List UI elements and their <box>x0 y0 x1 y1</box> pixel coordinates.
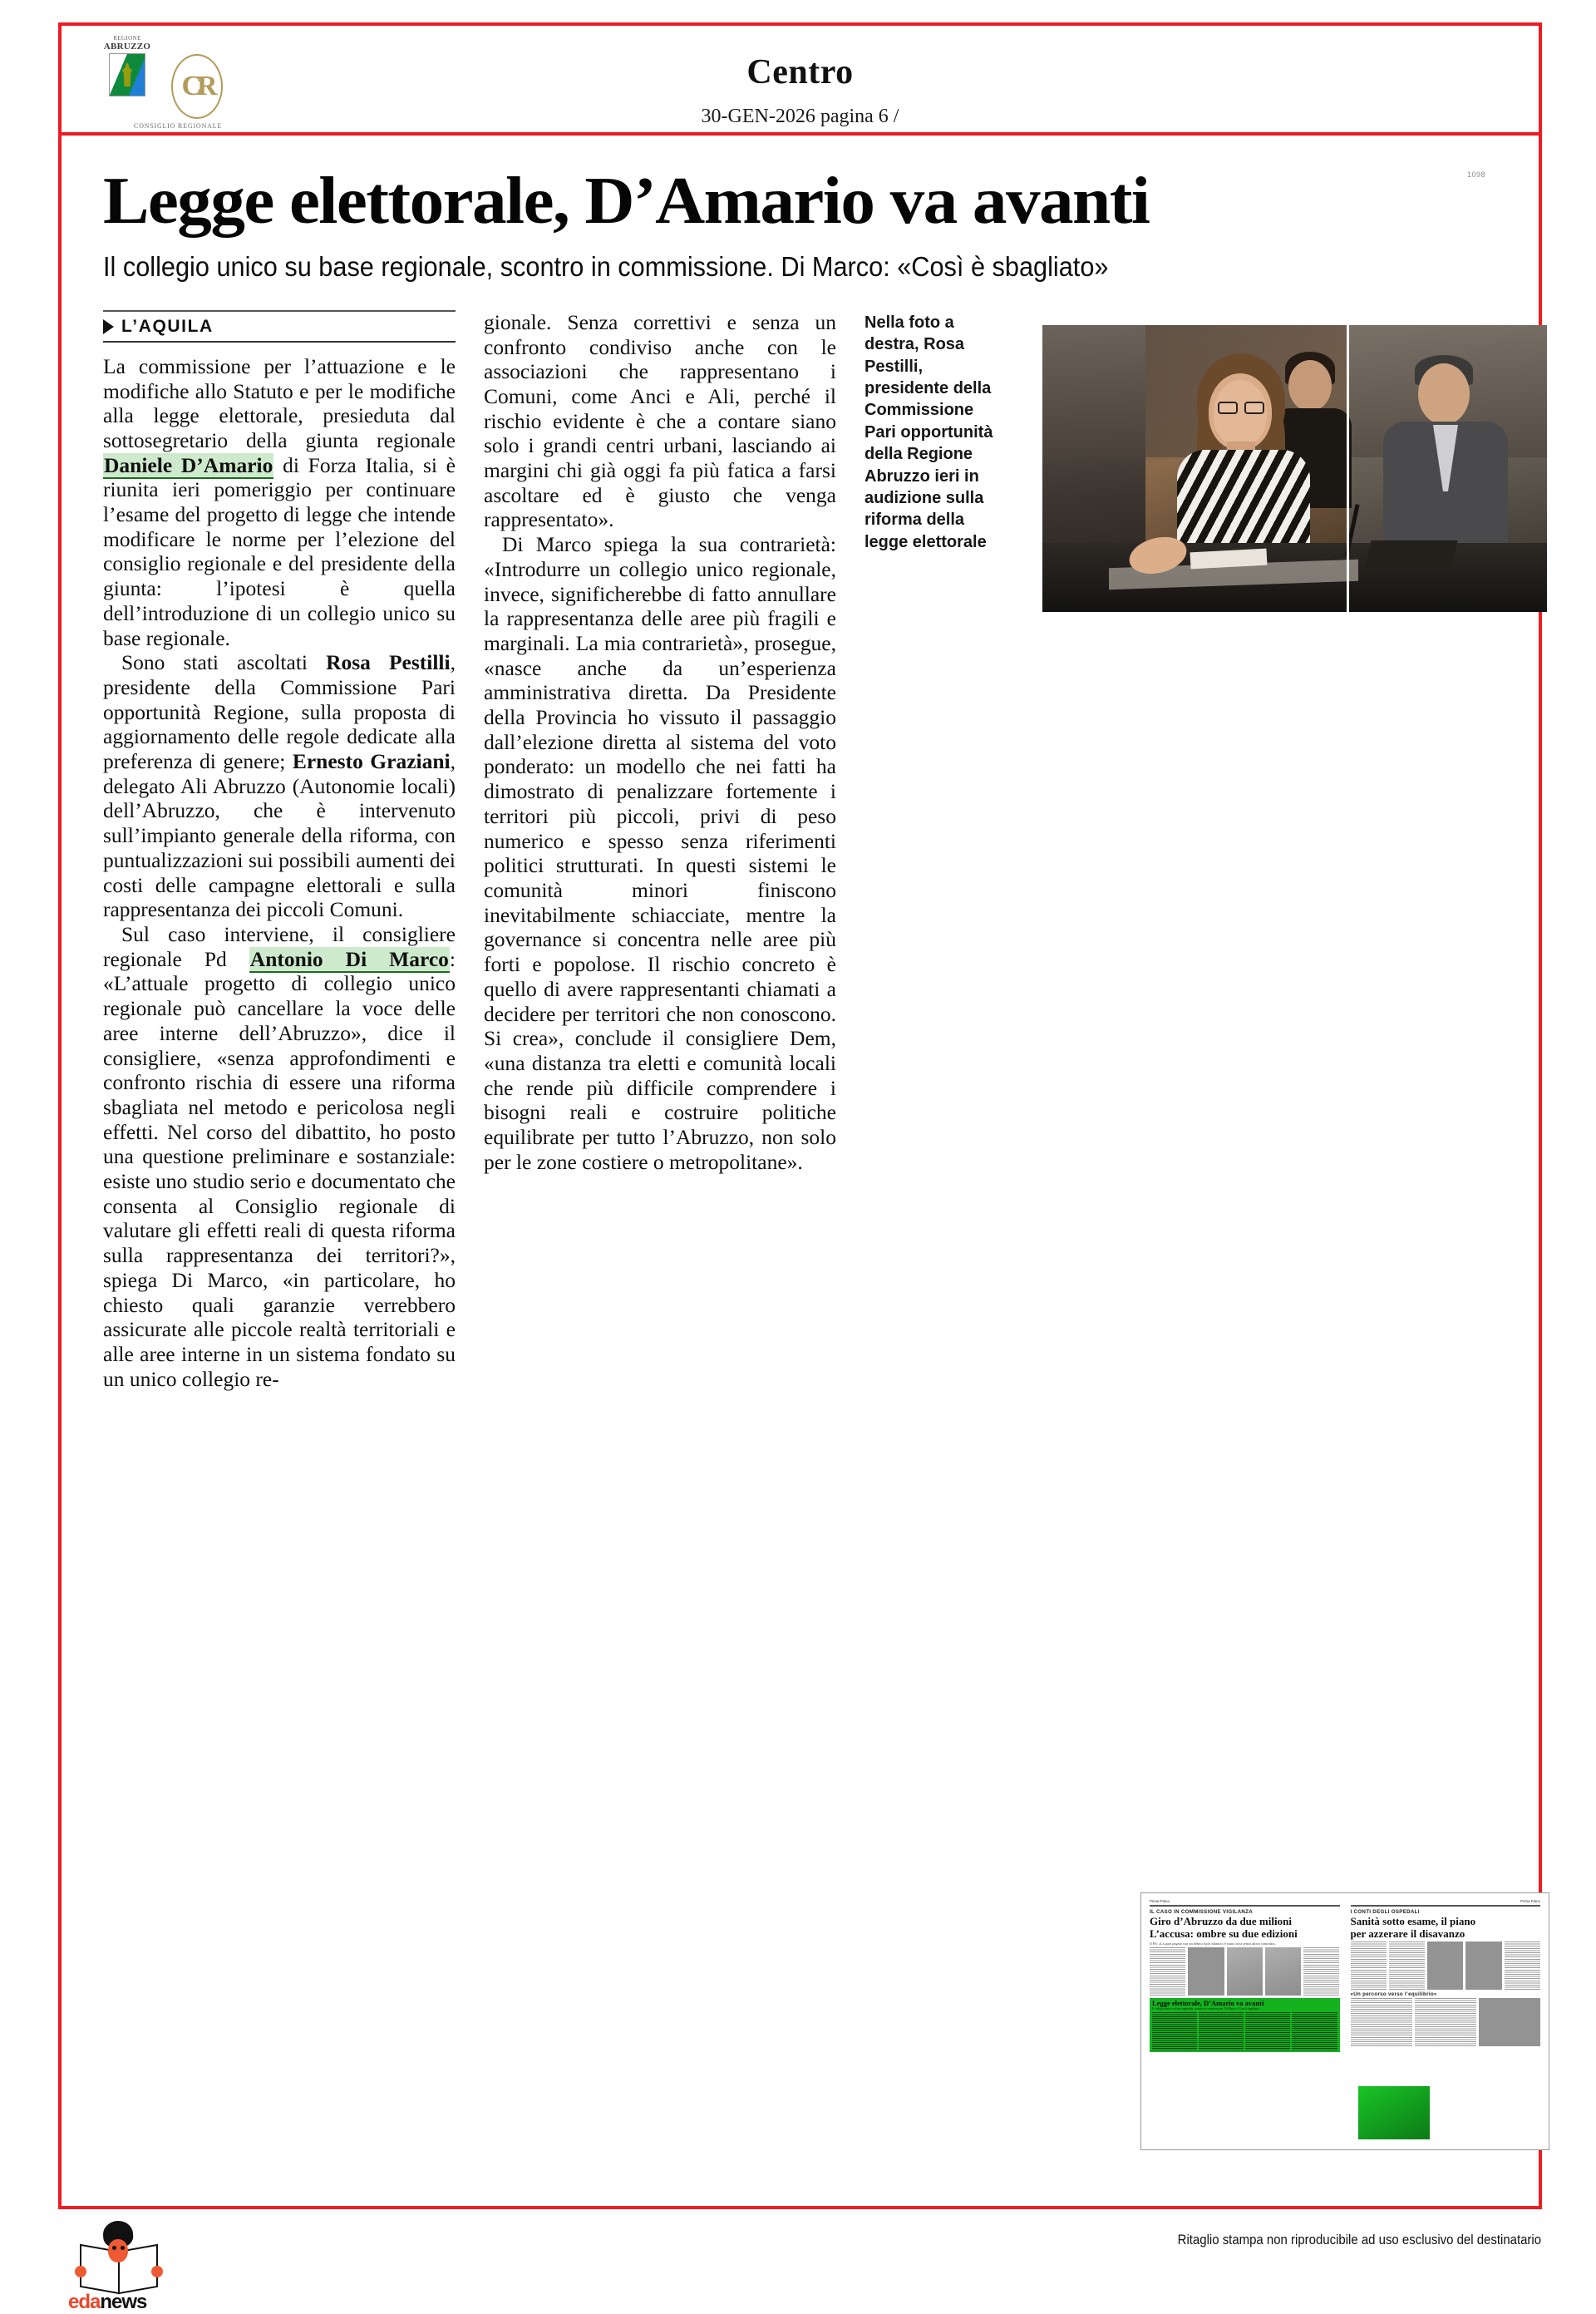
thumb-left-sub: Il Pd: «La gara pagata con un debito fuori bilancio è stata corsa senza alcun contratto» <box>1150 1941 1276 1946</box>
paragraph-4: gionale. Senza correttivi e senza un confronto condiviso anche con le associazioni che rappresentano i Comuni, come Anci e Ali, perché il rischio evidente è che a contare siano solo i grandi centri urbani, lasciando ai margini chi già oggi fa più fatica a farsi ascoltare ed è giusto che venga rappresentato». <box>484 309 836 532</box>
footer-disclaimer: Ritaglio stampa non riproducibile ad uso esclusivo del destinatario <box>1177 2232 1541 2247</box>
thumb-left-columns <box>1150 1947 1340 1996</box>
dateline-block <box>103 310 456 341</box>
thumb-green-headline: Legge elettorale, D’Amario va avanti <box>1152 1998 1264 2007</box>
paragraph-2 <box>103 650 456 922</box>
p1-lead: La commissione per l’attuazione e le modifiche allo Statuto e per le modifiche alla legge elettorale, presieduta dal sottosegretario della giunta regionale <box>103 353 456 452</box>
highlight-daniele-damario: Daniele D’Amario <box>104 452 273 477</box>
monogram-letters: CR <box>171 54 223 119</box>
thumb-left-top <box>1150 1899 1340 1903</box>
edanews-wordmark <box>68 2291 146 2314</box>
thumbnail-left-page <box>1146 1898 1343 2144</box>
thumb-right-bottom-headline: «Un percorso verso l’equilibrio» <box>1350 1991 1437 1997</box>
paragraph-5: Di Marco spiega la sua contrarietà: «Introdurre un collegio unico regionale, invece, significherebbe di fatto annullare la rappresentanza delle aree più fragili e marginali. La mia contrarietà», prosegue, «nasce anche da un’esperienza amministrativa diretta. Da Presidente della Provincia ho vissuto il passaggio dall’elezione diretta al sistema del voto ponderato: un modello che nei fatti ha dimostrato di penalizzare fortemente i territori più piccoli, privi di peso numerico e spesso senza riferimenti politici strutturati. In questi sistemi le comunità minori finiscono inevitabilmente schiacciate, mentre la governance si concentra nelle aree più forti e popolose. Il rischio concreto è quello di avere rappresentanti chiamati a decidere per territori che non conoscono. Si crea», conclude il consigliere Dem, «una distanza tra eletti e comunità locali che rende più difficile comprendere i bisogni reali e costruire politiche equilibrate per tutto l’Abruzzo, non solo per le zone costiere o metropolitane». <box>484 532 836 1174</box>
name-rosa-pestilli: Rosa Pestilli <box>326 650 451 675</box>
publication-date-page: 30-GEN-2026 pagina 6 / <box>701 106 899 127</box>
thumb-right-top <box>1351 1899 1541 1903</box>
highlight-antonio-di-marco: Antonio Di Marco <box>249 946 449 971</box>
publication-name: Centro <box>746 53 854 91</box>
logo-line-2: ABRUZZO <box>103 42 151 52</box>
thumb-left-page-label: Prima Piano <box>1150 1899 1170 1903</box>
article-body <box>62 136 1539 1391</box>
thumb-right-headline-1: Sanità sotto esame, il piano <box>1350 1915 1476 1927</box>
p2-c: , presidente della Commissione Pari opportunità Regione, sulla proposta di aggiornamento delle regole dedicate alla preferenza di genere; <box>103 650 456 774</box>
thumb-right-page-label: Prima Piano <box>1520 1899 1540 1903</box>
photo-caption: Nella foto a destra, Rosa Pestilli, presidente della Commissione Pari opportunità della Regione Abruzzo ieri in audizione sulla riforma della legge elettorale <box>864 313 993 551</box>
p3-tail: : «L’attuale progetto di collegio unico regionale può cancellare la voce delle aree interne dell’Abruzzo», dice il consigliere, «senza approfondimenti e confronto rischia di essere una riforma sbagliata nel metodo e pericolosa negli effetti. Nel corso del dibattito, ho posto una questione preliminare e sostanziale: esiste uno studio serio e documentato che consenta al Consiglio regionale di valutare gli effetti reali di questa riforma sulla rappresentanza dei territori?», spiega Di Marco, «in particolare, ho chiesto quali garanzie verrebbero assicurate alle piccole realtà territoriali e alle aree interne in un sistema fondato su un unico collegio re- <box>103 946 456 1391</box>
thumb-green-photo <box>1358 2086 1430 2139</box>
article-column-3 <box>864 310 1006 553</box>
press-clipping-frame <box>58 22 1542 2209</box>
thumb-right-kicker: I CONTI DEGLI OSPEDALI <box>1350 1909 1420 1915</box>
column-1-text <box>103 354 456 1392</box>
logo-caption: CONSIGLIO REGIONALE <box>133 122 223 130</box>
column-2-text <box>484 310 836 1175</box>
article-column-1 <box>103 310 456 1392</box>
p2-a: Sono stati ascoltati <box>121 650 327 675</box>
edanews-eda: eda <box>68 2291 101 2313</box>
article-headline: Legge elettorale, D’Amario va avanti <box>103 165 1150 238</box>
thumb-left-kicker: IL CASO IN COMMISSIONE VIGILANZA <box>1150 1909 1253 1915</box>
edanews-logo <box>62 2219 178 2313</box>
paragraph-3 <box>103 922 456 1391</box>
article-columns <box>103 310 1497 1392</box>
thumb-right-bottom-columns <box>1351 1998 1541 2046</box>
dateline-text: L’AQUILA <box>121 316 214 336</box>
thumb-right-headline-2: per azzerare il disavanzo <box>1350 1927 1465 1941</box>
p2-e: , delegato Ali Abruzzo (Autonomie locali) dell’Abruzzo, che è intervenuto sull’impianto generale della riforma, con puntualizzazioni sui possibili aumenti dei costi delle campagne elettorali e sulla rappresentanza dei piccoli Comuni. <box>103 749 456 922</box>
thumb-left-headline-2: L’accusa: ombre su due edizioni <box>1150 1927 1298 1941</box>
thumb-right-columns <box>1351 1941 1541 1990</box>
dateline <box>103 317 456 341</box>
thumb-left-headline-1: Giro d’Abruzzo da due milioni <box>1150 1915 1292 1927</box>
dateline-marker-icon <box>103 319 114 334</box>
article-column-2 <box>484 310 836 1175</box>
logo-line-1: REGIONE <box>113 35 141 42</box>
page-thumbnail-preview <box>1140 1892 1549 2150</box>
article-subhead: Il collegio unico su base regionale, scontro in commissione. Di Marco: «Così è sbagliato» <box>103 251 1109 283</box>
name-ernesto-graziani: Ernesto Graziani <box>292 749 451 774</box>
article-code: 1098 <box>1466 170 1485 179</box>
clipping-footer <box>0 2222 1596 2313</box>
edanews-news: news <box>100 2291 147 2313</box>
thumb-green-article <box>1150 1998 1340 2053</box>
paragraph-1 <box>103 354 456 650</box>
thumb-green-sub: Il collegio unico su base regionale, scontro in commissione. Di Marco: «Così è sbagliato» <box>1152 2007 1260 2011</box>
p3-lead: Sul caso interviene, il consigliere regionale Pd <box>103 922 456 971</box>
p1-tail: di Forza Italia, si è riunita ieri pomeriggio per continuare l’esame del progetto di legge che intende modificare le norme per l’elezione del consiglio regionale e del presidente della giunta: l’ipotesi è quella dell’introduzione di un collegio unico su base regionale. <box>103 452 456 650</box>
dateline-rule <box>103 341 456 343</box>
clipping-header <box>62 26 1539 136</box>
